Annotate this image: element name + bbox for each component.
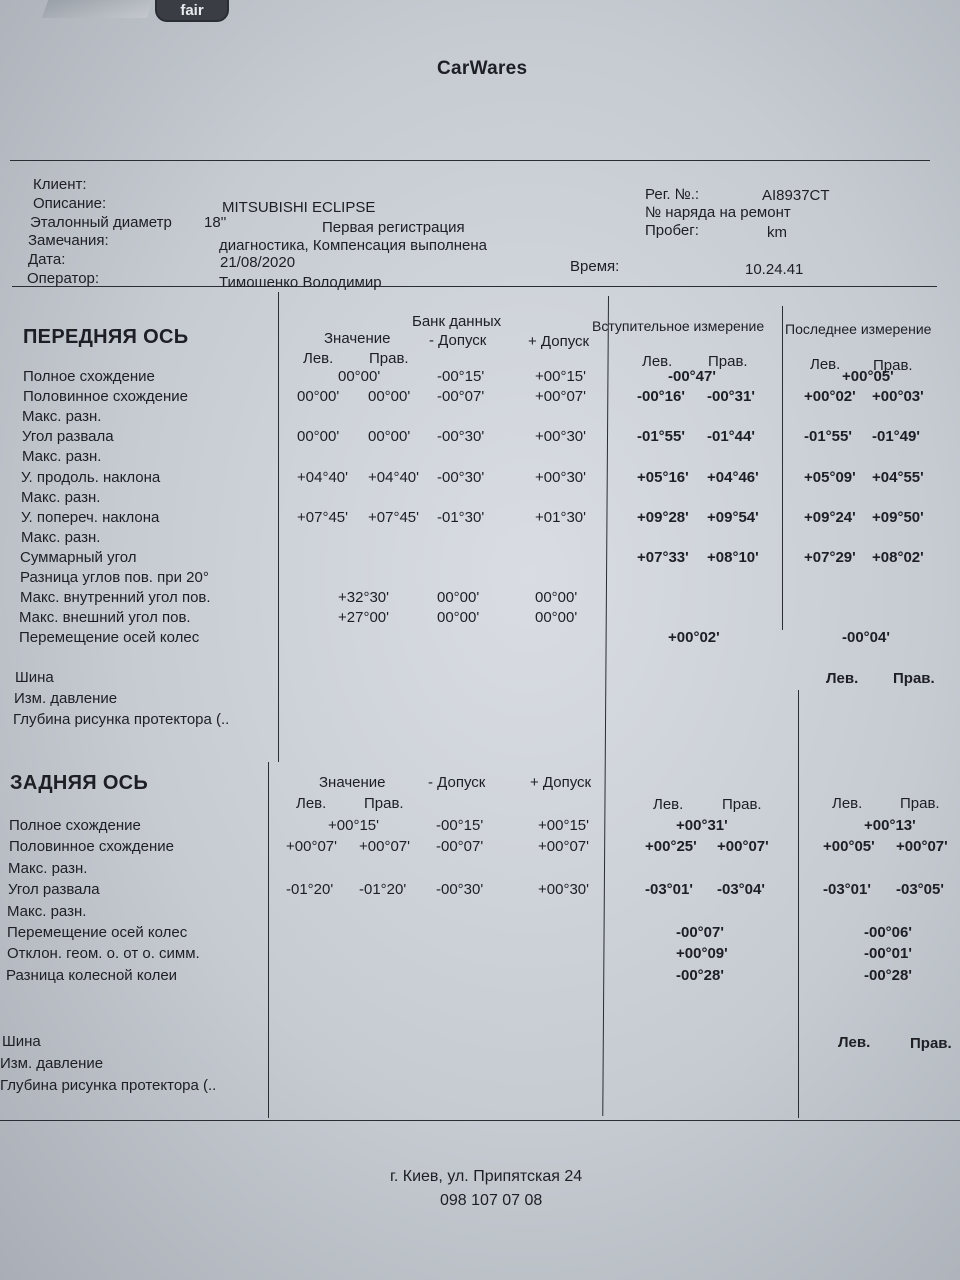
rear-initial-right: +00°07' bbox=[717, 838, 769, 856]
front-last-left: +05°09' bbox=[804, 468, 856, 486]
front-last-left-header: Лев. bbox=[810, 356, 841, 373]
front-minus-tolerance: -01°30' bbox=[437, 508, 485, 526]
front-last-left: +09°24' bbox=[804, 508, 856, 526]
rear-last-value: -00°06' bbox=[864, 924, 912, 941]
rear-row-label: Отклон. геом. о. от о. симм. bbox=[7, 945, 200, 963]
front-initial-right: -01°44' bbox=[707, 428, 755, 446]
rear-value-right: +00°07' bbox=[359, 838, 410, 856]
client-label: Клиент: bbox=[33, 176, 87, 193]
rear-initial-right-header: Прав. bbox=[722, 796, 762, 813]
front-last-left: +07°29' bbox=[804, 548, 856, 566]
front-plus-tolerance: +00°15' bbox=[535, 368, 586, 385]
front-plus-tolerance: +00°30' bbox=[535, 428, 586, 446]
front-last-right: +09°50' bbox=[872, 508, 924, 526]
front-value-left: 00°00' bbox=[297, 388, 340, 406]
description-value: MITSUBISHI ECLIPSE bbox=[222, 199, 376, 216]
front-initial-left: +09°28' bbox=[637, 508, 689, 526]
registration-value: Первая регистрация bbox=[322, 219, 465, 236]
databank-header: Банк данных bbox=[412, 313, 502, 330]
front-plus-tolerance: 00°00' bbox=[535, 609, 578, 627]
front-value-header: Значение bbox=[324, 330, 391, 347]
front-minus-tolerance: -00°07' bbox=[437, 388, 485, 406]
rear-tire-left-header: Лев. bbox=[838, 1034, 871, 1051]
front-initial-left: +07°33' bbox=[637, 548, 689, 566]
reg-number-label: Рег. №.: bbox=[645, 186, 700, 203]
rear-plus-tolerance: +00°07' bbox=[538, 838, 589, 856]
front-tire-left-header: Лев. bbox=[826, 670, 859, 687]
reference-diameter-label: Эталонный диаметр bbox=[30, 214, 172, 231]
front-initial-left: -01°55' bbox=[637, 428, 685, 446]
front-row-label: Суммарный угол bbox=[20, 548, 137, 566]
paper-corner bbox=[42, 0, 154, 18]
rear-last-value: -00°01' bbox=[864, 945, 912, 963]
rear-row-label: Разница колесной колеи bbox=[6, 966, 178, 984]
operator-label: Оператор: bbox=[27, 270, 100, 287]
rear-row-label: Макс. разн. bbox=[8, 859, 88, 877]
front-row-label: Половинное схождение bbox=[23, 388, 188, 406]
front-value: +32°30' bbox=[338, 589, 389, 607]
rear-row-label: Угол развала bbox=[8, 881, 100, 899]
front-minus-tolerance: -00°30' bbox=[437, 468, 485, 486]
front-last-right: +04°55' bbox=[872, 468, 924, 486]
rear-axle-title: ЗАДНЯЯ ОСЬ bbox=[10, 772, 149, 794]
rear-value-header: Значение bbox=[319, 774, 386, 791]
front-value-left: 00°00' bbox=[297, 428, 340, 446]
date-value: 21/08/2020 bbox=[220, 254, 296, 271]
rear-plus-tolerance-header: + Допуск bbox=[530, 774, 592, 791]
description-label: Описание: bbox=[33, 195, 107, 212]
front-initial-value: +00°02' bbox=[668, 629, 720, 647]
front-tire-label: Шина bbox=[15, 669, 54, 686]
mileage-label: Пробег: bbox=[645, 222, 699, 239]
rear-last-right-header: Прав. bbox=[900, 795, 940, 812]
front-row-label: Макс. разн. bbox=[21, 488, 101, 506]
divider-initial-col-rear bbox=[798, 690, 799, 1118]
date-label: Дата: bbox=[28, 251, 66, 268]
rear-row-label: Макс. разн. bbox=[7, 902, 87, 920]
reference-diameter-value: 18'' bbox=[204, 214, 227, 231]
front-row-label: Угол развала bbox=[22, 428, 114, 446]
notes-label: Замечания: bbox=[28, 232, 109, 249]
front-value-right: +04°40' bbox=[368, 468, 419, 486]
rear-minus-tolerance: -00°30' bbox=[436, 881, 484, 899]
front-row-label: Макс. внутренний угол пов. bbox=[20, 589, 211, 607]
rear-tread-label: Глубина рисунка протектора (.. bbox=[0, 1077, 217, 1094]
rear-value: +00°15' bbox=[328, 817, 379, 834]
front-last-left: -01°55' bbox=[804, 428, 852, 446]
front-initial-right-header: Прав. bbox=[708, 353, 748, 370]
header-bottom-border bbox=[12, 286, 937, 287]
rear-value-left-header: Лев. bbox=[296, 795, 327, 812]
front-initial-value: -00°47' bbox=[668, 368, 716, 385]
fair-logo: fair bbox=[155, 0, 229, 22]
rear-minus-tolerance: -00°07' bbox=[436, 838, 484, 856]
front-value-right: 00°00' bbox=[368, 428, 411, 446]
front-last-right: +00°03' bbox=[872, 388, 924, 406]
front-last-right: -01°49' bbox=[872, 428, 920, 446]
front-plus-tolerance-header: + Допуск bbox=[528, 333, 590, 350]
mileage-unit: km bbox=[767, 224, 787, 241]
front-value-right: +07°45' bbox=[368, 508, 419, 526]
rear-last-right: -03°05' bbox=[896, 881, 944, 899]
front-initial-right: +08°10' bbox=[707, 548, 759, 566]
divider-initial-col-front bbox=[782, 306, 783, 630]
rear-initial-left: -03°01' bbox=[645, 881, 693, 899]
rear-pressure-label: Изм. давление bbox=[0, 1055, 104, 1072]
rear-initial-right: -03°04' bbox=[717, 881, 765, 899]
divider-databank-col bbox=[602, 296, 609, 1116]
rear-plus-tolerance: +00°15' bbox=[538, 817, 589, 834]
initial-measurement-header: Вступительное измерение bbox=[592, 318, 765, 334]
rear-value-right-header: Прав. bbox=[364, 795, 404, 812]
time-value: 10.24.41 bbox=[745, 261, 804, 278]
rear-last-value: +00°13' bbox=[864, 817, 916, 834]
front-plus-tolerance: +00°30' bbox=[535, 468, 586, 486]
rear-tire-right-header: Прав. bbox=[910, 1035, 952, 1052]
front-plus-tolerance: +00°07' bbox=[535, 388, 586, 406]
front-value-right: 00°00' bbox=[368, 388, 411, 406]
front-last-left: +00°02' bbox=[804, 388, 856, 406]
rear-tire-label: Шина bbox=[2, 1033, 41, 1050]
front-last-right-header: Прав. bbox=[873, 357, 913, 374]
footer-phone: 098 107 07 08 bbox=[440, 1192, 543, 1209]
table-bottom-border bbox=[0, 1120, 960, 1121]
rear-minus-tolerance-header: - Допуск bbox=[428, 774, 486, 791]
front-initial-right: -00°31' bbox=[707, 388, 755, 406]
rear-last-left: +00°05' bbox=[823, 838, 875, 856]
front-row-label: У. продоль. наклона bbox=[21, 468, 161, 486]
front-tread-label: Глубина рисунка протектора (.. bbox=[13, 711, 230, 728]
front-pressure-label: Изм. давление bbox=[14, 690, 118, 707]
front-initial-right: +09°54' bbox=[707, 508, 759, 526]
front-minus-tolerance: 00°00' bbox=[437, 609, 480, 627]
repair-order-label: № наряда на ремонт bbox=[645, 204, 791, 221]
rear-row-label: Перемещение осей колес bbox=[7, 924, 188, 941]
front-value-left-header: Лев. bbox=[303, 350, 334, 367]
front-last-value: +00°05' bbox=[842, 368, 894, 385]
rear-last-left-header: Лев. bbox=[832, 795, 863, 812]
front-value-left: +04°40' bbox=[297, 468, 348, 486]
rear-minus-tolerance: -00°15' bbox=[436, 817, 484, 834]
front-row-label: Макс. разн. bbox=[22, 448, 102, 466]
footer-address: г. Киев, ул. Припятская 24 bbox=[390, 1168, 583, 1185]
front-plus-tolerance: +01°30' bbox=[535, 508, 586, 526]
front-minus-tolerance: -00°30' bbox=[437, 428, 485, 446]
front-value: 00°00' bbox=[338, 368, 381, 385]
header-top-border bbox=[10, 160, 930, 161]
last-measurement-header: Последнее измерение bbox=[785, 321, 932, 337]
front-row-label: Разница углов пов. при 20° bbox=[20, 569, 209, 586]
rear-initial-value: -00°07' bbox=[676, 924, 724, 941]
notes-value: диагностика, Компенсация выполнена bbox=[219, 237, 488, 254]
front-value: +27°00' bbox=[338, 609, 389, 627]
rear-initial-left-header: Лев. bbox=[653, 796, 684, 813]
rear-last-right: +00°07' bbox=[896, 838, 948, 856]
front-row-label: Макс. внешний угол пов. bbox=[19, 609, 191, 627]
front-initial-left: +05°16' bbox=[637, 468, 689, 486]
front-last-right: +08°02' bbox=[872, 548, 924, 566]
reg-number-value: AI8937CT bbox=[762, 187, 830, 204]
front-axle-title: ПЕРЕДНЯЯ ОСЬ bbox=[23, 326, 189, 348]
front-initial-right: +04°46' bbox=[707, 468, 759, 486]
time-label: Время: bbox=[570, 258, 620, 275]
rear-last-left: -03°01' bbox=[823, 881, 871, 899]
rear-initial-value: +00°09' bbox=[676, 945, 728, 963]
front-row-label: У. попереч. наклона bbox=[21, 508, 160, 526]
front-row-label: Макс. разн. bbox=[21, 528, 101, 546]
rear-row-label: Половинное схождение bbox=[9, 838, 174, 856]
rear-initial-value: +00°31' bbox=[676, 817, 728, 834]
front-tire-right-header: Прав. bbox=[893, 670, 935, 687]
rear-value-left: -01°20' bbox=[286, 881, 334, 899]
front-plus-tolerance: 00°00' bbox=[535, 589, 578, 607]
rear-row-label: Полное схождение bbox=[9, 817, 141, 834]
rear-plus-tolerance: +00°30' bbox=[538, 881, 589, 899]
front-initial-left-header: Лев. bbox=[642, 353, 673, 370]
operator-value: Тимошенко Володимир bbox=[219, 274, 382, 291]
rear-last-value: -00°28' bbox=[864, 966, 912, 984]
front-minus-tolerance: 00°00' bbox=[437, 589, 480, 607]
front-value-right-header: Прав. bbox=[369, 350, 409, 367]
front-row-label: Полное схождение bbox=[23, 368, 155, 385]
document-title: CarWares bbox=[437, 58, 528, 79]
front-row-label: Макс. разн. bbox=[22, 408, 102, 426]
front-minus-tolerance: -00°15' bbox=[437, 368, 485, 385]
rear-value-right: -01°20' bbox=[359, 881, 407, 899]
divider-label-col-rear bbox=[268, 762, 269, 1118]
front-value-left: +07°45' bbox=[297, 508, 348, 526]
front-initial-left: -00°16' bbox=[637, 388, 685, 406]
rear-value-left: +00°07' bbox=[286, 838, 337, 856]
rear-initial-value: -00°28' bbox=[676, 966, 724, 984]
front-last-value: -00°04' bbox=[842, 629, 890, 647]
front-row-label: Перемещение осей колес bbox=[19, 629, 200, 647]
divider-label-col-front bbox=[278, 292, 279, 762]
front-minus-tolerance-header: - Допуск bbox=[429, 332, 487, 349]
rear-initial-left: +00°25' bbox=[645, 838, 697, 856]
